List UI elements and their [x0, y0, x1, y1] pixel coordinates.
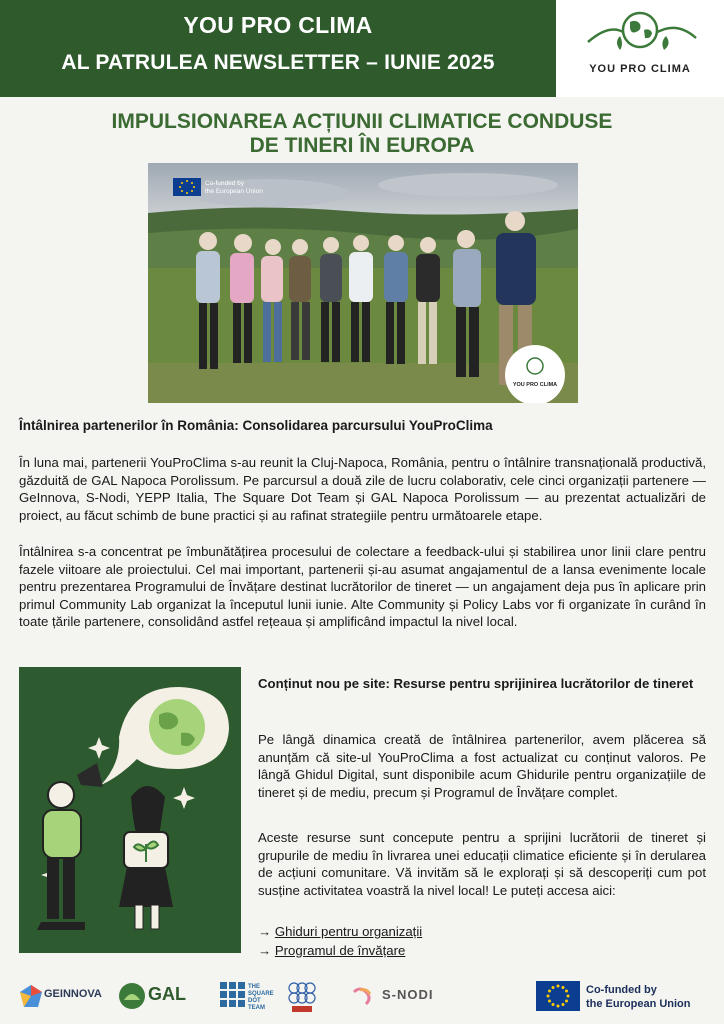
s-nodi-logo-text: S-NODI — [382, 987, 434, 1002]
gal-logo-text: GAL — [148, 984, 186, 1004]
arrow-icon: → — [258, 943, 272, 958]
square-dot-logo-icon — [220, 982, 246, 1012]
group-photo — [148, 163, 578, 403]
photo-logo-text: YOU PRO CLIMA — [512, 382, 558, 388]
newsletter-header — [0, 0, 556, 97]
photo-eu-line2: the European Union — [205, 188, 263, 195]
yepp-logo-icon — [286, 980, 318, 1016]
partner-logos-footer — [0, 970, 724, 1024]
section2-paragraph1: Pe lângă dinamica creată de întâlnirea partenerilor, avem plăcerea să anunțăm că site-ul YouProClima a fost actualizat cu conținut valoros. Pe lângă Ghidul Digital, sunt disponibile acum Ghidurile pentru organizațiile de tineret și de mediu, precum și Programul de Învățare complet. — [258, 732, 706, 800]
s-nodi-logo-icon — [350, 986, 376, 1008]
youth-climate-illustration — [19, 667, 241, 953]
eu-cofunded-line1: Co-funded by — [586, 984, 657, 996]
section2-heading: Conținut nou pe site: Resurse pentru sprijinirea lucrătorilor de tineret — [258, 676, 694, 691]
article-title-line1: IMPULSIONAREA ACȚIUNII CLIMATICE CONDUSE — [111, 110, 613, 133]
arrow-icon: → — [258, 924, 272, 939]
globe-icon — [149, 699, 205, 755]
section1-heading: Întâlnirea partenerilor în România: Consolidarea parcursului YouProClima — [19, 418, 493, 433]
link-row-program — [258, 943, 405, 958]
eu-cofunded-line2: the European Union — [586, 998, 691, 1010]
geinnova-logo-text: GEINNOVA — [44, 988, 102, 1000]
geinnova-logo-icon — [18, 983, 44, 1009]
header-title: YOU PRO CLIMA — [183, 12, 373, 38]
article-title-line2: DE TINERI ÎN EUROPA — [249, 134, 475, 157]
section1-paragraph1: În luna mai, partenerii YouProClima s-au reunit la Cluj-Napoca, România, pentru o întâlnire transnațională productivă, găzduită de GAL Napoca Porolissum. Pe parcursul a două zile de lucru colaborativ, cele cinci organizații partenere — GeInnova, S-Nodi, YEPP Italia, The Square Dot Team și GAL Napoca Porolissum — au prezentat actualizări de proiect, au făcut schimb de bune practici și au rafinat strategiile pentru următoarele etape. — [19, 455, 706, 523]
section2-paragraph2: Aceste resurse sunt concepute pentru a sprijini lucrătorii de tineret și grupurile de mediu în livrarea unei educații climatice eficiente și în derularea de acțiuni comunitare. Vă invităm să le explorați și să descoperiți cum pot susține activitatea voastră la nivel local! Le puteți accesa aici: — [258, 830, 706, 898]
megaphone-icon — [77, 763, 103, 787]
gal-logo-icon — [118, 982, 146, 1010]
link-row-guides — [258, 924, 422, 939]
section1-paragraph2: Întâlnirea s-a concentrat pe îmbunătățirea procesului de colectare a feedback-ului și stabilirea unor linii clare pentru fazele viitoare ale proiectului. Cel mai important, partenerii și-au asumat angajamentul de a lansa evenimente locale pentru prezentarea Programului de Învățare destinat lucrătorilor de tineret — un angajament deja pus în aplicare prin primul Community Lab organizat la începutul lunii iunie. Alte Community și Policy Labs vor fi organizate în curând în toate țările partenere, consolidând astfel rețeaua și amplificând impactul la nivel local. — [19, 544, 706, 629]
globe-plant-icon — [556, 0, 724, 62]
guides-link[interactable]: Ghiduri pentru organizații — [274, 924, 423, 939]
group-photo-image — [148, 163, 578, 403]
square-dot-logo-text: THE SQUARE DOT TEAM — [248, 984, 274, 1011]
logo-text: YOU PRO CLIMA — [589, 63, 691, 75]
photo-eu-line1: Co-funded by — [205, 180, 245, 187]
header-subtitle: AL PATRULEA NEWSLETTER – IUNIE 2025 — [61, 51, 495, 74]
article-title — [40, 110, 684, 158]
you-pro-clima-logo — [556, 0, 724, 97]
eu-flag-icon — [536, 981, 580, 1011]
learning-program-link[interactable]: Programul de învățare — [274, 943, 406, 958]
